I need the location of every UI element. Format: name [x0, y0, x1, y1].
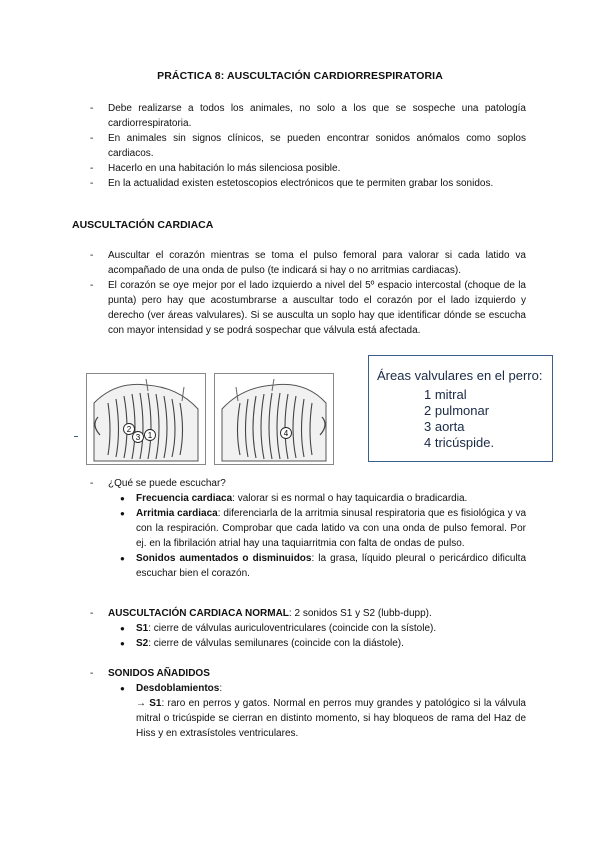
bullet-item — [119, 636, 526, 651]
bullet-term: Desdoblamientos — [136, 683, 220, 694]
valve-areas-box — [368, 355, 553, 462]
section-list — [90, 248, 526, 338]
list-item: - En animales sin signos clínicos, se pueden encontrar sonidos anómalos como soplos cardiacos. — [90, 131, 526, 161]
list-item — [90, 606, 526, 651]
added-list — [90, 666, 526, 741]
dog-thorax-right-figure — [214, 373, 334, 465]
bullet-item — [119, 551, 526, 581]
added-heading: SONIDOS AÑADIDOS — [108, 668, 210, 679]
listen-bullets — [119, 491, 526, 581]
bullet-term: S1 — [136, 623, 149, 634]
list-item: - Auscultar el corazón mientras se toma el pulso femoral para valorar si cada latido va acompañado de una onda de pulso (te indicará si hay o no arritmias cardiacas). — [90, 248, 526, 278]
valve-box-item: 3 aorta — [424, 419, 465, 434]
valve-box-item: 4 tricúspide. — [424, 435, 495, 450]
bullet-item — [119, 621, 526, 636]
valve-label: 3 — [135, 433, 141, 442]
bullet-text: : — [219, 683, 223, 694]
bullet-term: Arritmia cardiaca — [136, 508, 218, 519]
valve-box-item: 2 pulmonar — [424, 403, 490, 418]
dog-thorax-left-figure — [86, 373, 206, 465]
list-item: - Debe realizarse a todos los animales, no solo a los que se sospeche una patología cardiorrespiratoria. — [90, 101, 526, 131]
valve-label: 2 — [126, 425, 132, 434]
valve-box-item: 1 mitral — [424, 387, 467, 402]
s1-term: S1 — [149, 698, 162, 709]
valve-label: 4 — [283, 429, 289, 438]
list-item: - Hacerlo en una habitación lo más silenciosa posible. — [90, 161, 526, 176]
arrow-icon: → — [136, 698, 150, 709]
list-item — [90, 666, 526, 741]
valve-label: 1 — [147, 431, 153, 440]
bullet-text: : valorar si es normal o hay taquicardia o bradicardia. — [232, 493, 468, 504]
listen-question: ¿Qué se puede escuchar? — [108, 478, 226, 489]
page-title: PRÁCTICA 8: AUSCULTACIÓN CARDIORRESPIRATORIA — [157, 70, 443, 82]
added-bullets — [119, 681, 526, 741]
list-item: - En la actualidad existen estetoscopios electrónicos que te permiten grabar los sonidos. — [90, 176, 526, 191]
bullet-text: : cierre de válvulas auriculoventriculares (coincide con la sístole). — [148, 623, 437, 634]
listen-list — [90, 476, 526, 581]
normal-text: : 2 sonidos S1 y S2 (lubb-dupp). — [288, 608, 432, 619]
bullet-term: Frecuencia cardiaca — [136, 493, 233, 504]
bullet-term: S2 — [136, 638, 149, 649]
normal-bullets — [119, 621, 526, 651]
list-item: - El corazón se oye mejor por el lado izquierdo a nivel del 5º espacio intercostal (choque de la punta) pero hay que acostumbrarse a auscultar todo el corazón por el lado izquierdo y derecho (ver áreas valvulares). Si se ausculta un soplo hay que identificar dónde se escucha con mayor intensidad y se podrá sospechar que válvula está afectada. — [90, 278, 526, 338]
bullet-item — [119, 681, 526, 741]
bullet-item — [119, 491, 526, 506]
valve-box-title: Áreas valvulares en el perro: — [377, 368, 543, 383]
normal-term: AUSCULTACIÓN CARDIACA NORMAL — [108, 608, 289, 619]
normal-list — [90, 606, 526, 651]
bullet-text: : diferenciarla de la arritmia sinusal respiratoria que es fisiológica y va con la respiración. Comprobar que cada latido va con una onda de pulso femoral. Por ej. en la fibrilación atrial hay una taquiarritmia con falta de ondas de pulso. — [136, 508, 526, 549]
bullet-term: Sonidos aumentados o disminuidos — [136, 553, 312, 564]
bullet-text: : cierre de válvulas semilunares (coincide con la diástole). — [148, 638, 404, 649]
section-heading: AUSCULTACIÓN CARDIACA — [72, 219, 214, 231]
figure-mark — [74, 436, 78, 437]
bullet-item — [119, 506, 526, 551]
list-item — [90, 476, 526, 581]
bullet-text: : la grasa, líquido pleural o pericárdico dificulta escuchar bien el corazón. — [136, 553, 527, 579]
s1-paragraph — [136, 696, 526, 741]
intro-list — [90, 101, 526, 191]
s1-text: : raro en perros y gatos. Normal en perros muy grandes y patológico si la válvula mitral o tricúspide se cierran en distinto momento, si hay bloqueos de rama del Haz de Hiss y en extrasístoles ventriculares. — [136, 698, 526, 739]
